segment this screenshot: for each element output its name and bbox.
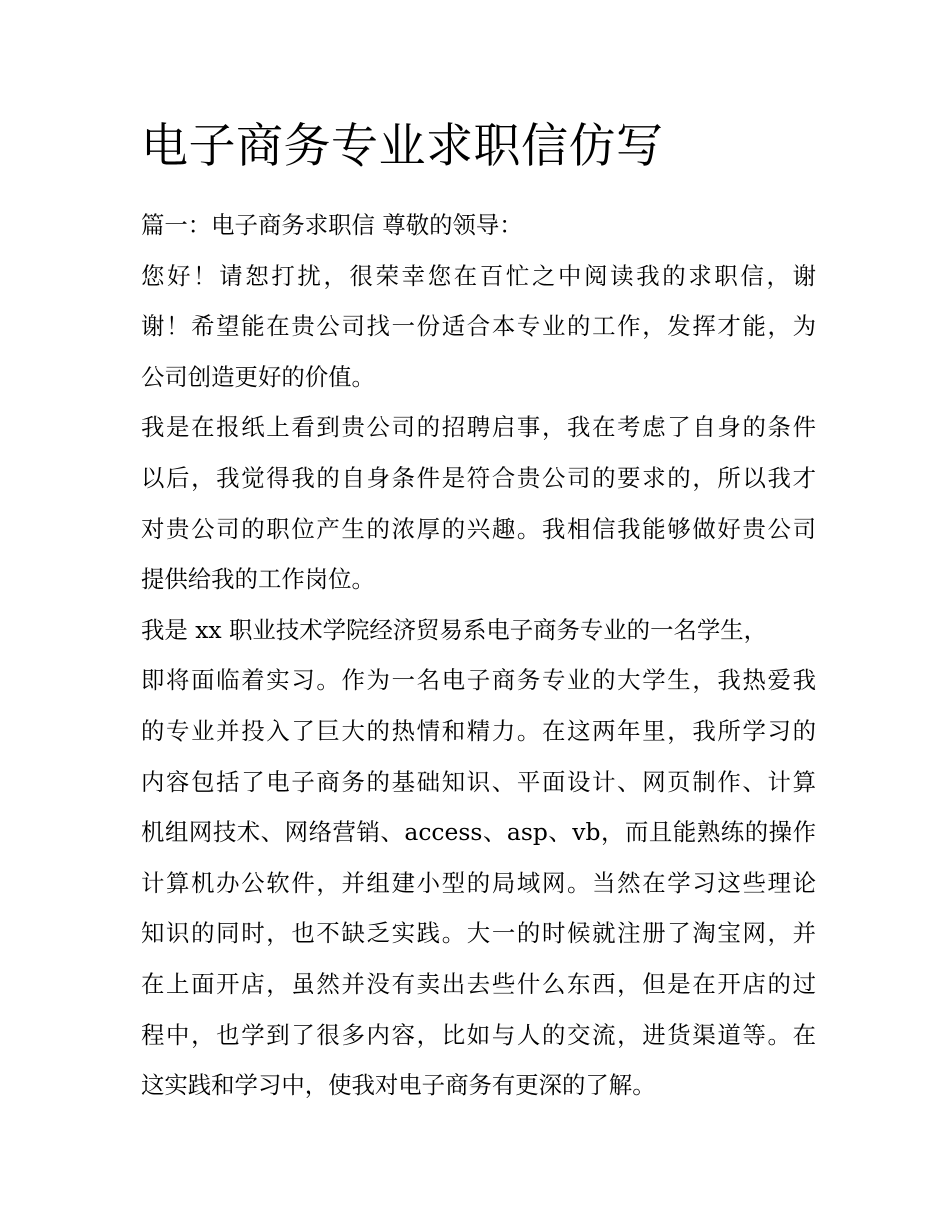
text-line: 以后，我觉得我的自身条件是符合贵公司的要求的，所以我才 [141, 463, 816, 492]
text-line: 机组网技术、网络营销、access、asp、vb，而且能熟练的操作 [141, 818, 816, 847]
text-line: 内容包括了电子商务的基础知识、平面设计、网页制作、计算 [141, 767, 816, 796]
text-line: 提供给我的工作岗位。 [141, 565, 375, 594]
text-line: 知识的同时，也不缺乏实践。大一的时候就注册了淘宝网，并 [141, 919, 816, 948]
text-line: 即将面临着实习。作为一名电子商务专业的大学生，我热爱我 [141, 666, 816, 695]
document-title: 电子商务专业求职信仿写 [141, 119, 664, 174]
text-line: 计算机办公软件，并组建小型的局域网。当然在学习这些理论 [141, 868, 816, 897]
text-line: 公司创造更好的价值。 [141, 362, 375, 391]
text-line: 我是在报纸上看到贵公司的招聘启事，我在考虑了自身的条件 [141, 413, 816, 442]
text-line: 我是 xx 职业技术学院经济贸易系电子商务专业的一名学生， [141, 615, 768, 644]
text-line: 的专业并投入了巨大的热情和精力。在这两年里，我所学习的 [141, 716, 816, 745]
document-text [141, 200, 816, 1111]
text-line: 这实践和学习中，使我对电子商务有更深的了解。 [141, 1071, 656, 1100]
text-line: 谢！希望能在贵公司找一份适合本专业的工作，发挥才能，为 [141, 312, 816, 341]
text-line-section-heading: 篇一：电子商务求职信 尊敬的领导： [141, 211, 523, 239]
text-line: 程中，也学到了很多内容，比如与人的交流，进货渠道等。在 [141, 1020, 816, 1049]
document-body [141, 112, 816, 1111]
text-line: 您好！请恕打扰，很荣幸您在百忙之中阅读我的求职信，谢 [141, 261, 816, 290]
text-line: 对贵公司的职位产生的浓厚的兴趣。我相信我能够做好贵公司 [141, 514, 816, 543]
text-line: 在上面开店，虽然并没有卖出去些什么东西，但是在开店的过 [141, 969, 816, 998]
